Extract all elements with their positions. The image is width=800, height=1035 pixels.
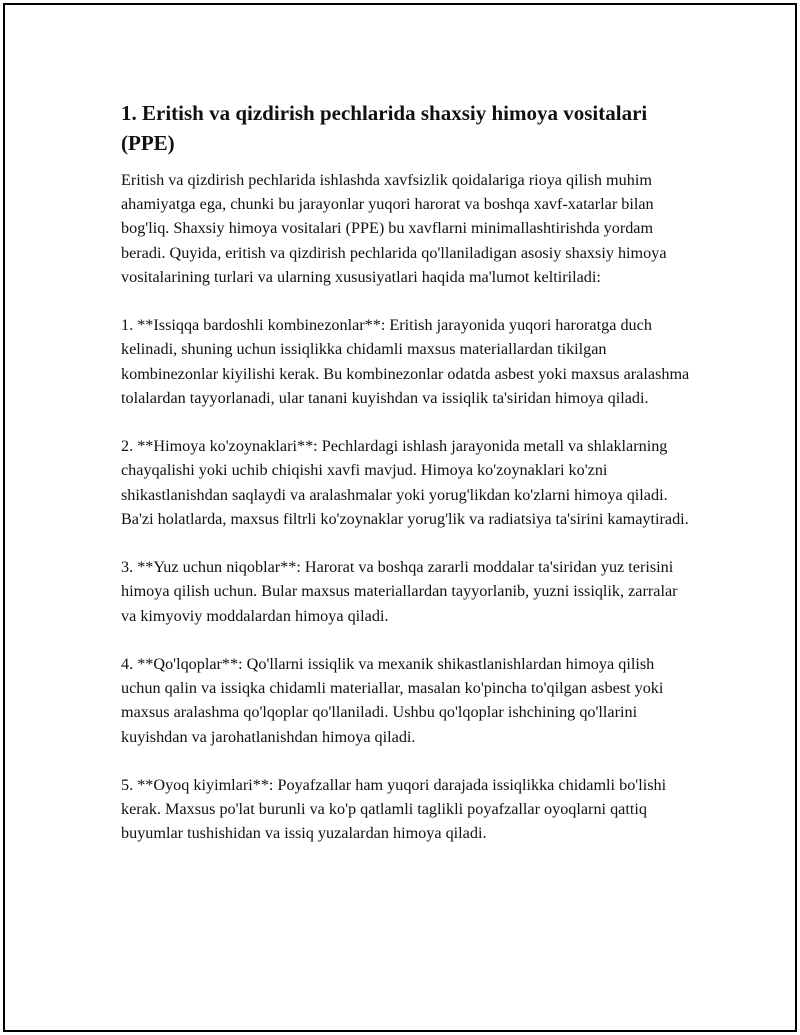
item-paragraph-4: 4. **Qo'lqoplar**: Qo'llarni issiqlik va mexanik shikastlanishlardan himoya qilish uchun qalin va issiqka chidamli materiallar, masalan ko'pincha to'qilgan asbest yoki maxsus aralashma qo'lqoplar qo'llaniladi. Ushbu qo'lqoplar ishchining qo'llarini kuyishdan va jarohatlanishdan himoya qiladi.	[121, 655, 664, 746]
page-frame	[3, 3, 797, 1032]
item-paragraph-2: 2. **Himoya ko'zoynaklari**: Pechlardagi ishlash jarayonida metall va shlaklarning chayqalishi yoki uchib chiqishi xavfi mavjud. Himoya ko'zoynaklari ko'zni shikastlanishdan saqlaydi va aralashmalar yoki yorug'likdan ko'zlarni himoya qiladi. Ba'zi holatlarda, maxsus filtrli ko'zoynaklar yorug'lik va radiatsiya ta'sirini kamaytiradi.	[121, 437, 689, 528]
intro-paragraph: Eritish va qizdirish pechlarida ishlashda xavfsizlik qoidalariga rioya qilish muhim ahamiyatga ega, chunki bu jarayonlar yuqori harorat va boshqa xavf-xatarlar bilan bog'liq. Shaxsiy himoya vositalari (PPE) bu xavflarni minimallashtirishda yordam beradi. Quyida, eritish va qizdirish pechlarida qo'llaniladigan asosiy shaxsiy himoya vositalarining turlari va ularning xususiyatlari haqida ma'lumot keltiriladi:	[121, 171, 667, 286]
item-paragraph-5: 5. **Oyoq kiyimlari**: Poyafzallar ham yuqori darajada issiqlikka chidamli bo'lishi kerak. Maxsus po'lat burunli va ko'p qatlamli taglikli poyafzallar oyoqlarni qattiq buyumlar tushishidan va issiq yuzalardan himoya qiladi.	[121, 776, 667, 843]
document-body	[121, 98, 691, 870]
item-paragraph-3: 3. **Yuz uchun niqoblar**: Harorat va boshqa zararli moddalar ta'siridan yuz terisini himoya qilish uchun. Bular maxsus materiallardan tayyorlanib, yuzni issiqlik, zarralar va kimyoviy moddalardan himoya qiladi.	[121, 558, 678, 625]
page-title: 1. Eritish va qizdirish pechlarida shaxsiy himoya vositalari (PPE)	[121, 101, 648, 155]
item-paragraph-1: 1. **Issiqqa bardoshli kombinezonlar**: Eritish jarayonida yuqori haroratga duch kelinadi, shuning uchun issiqlikka chidamli maxsus materiallardan tikilgan kombinezonlar kiyilishi kerak. Bu kombinezonlar odatda asbest yoki maxsus aralashma tolalardan tayyorlanadi, ular tanani kuyishdan va issiqlik ta'siridan himoya qiladi.	[121, 316, 690, 407]
